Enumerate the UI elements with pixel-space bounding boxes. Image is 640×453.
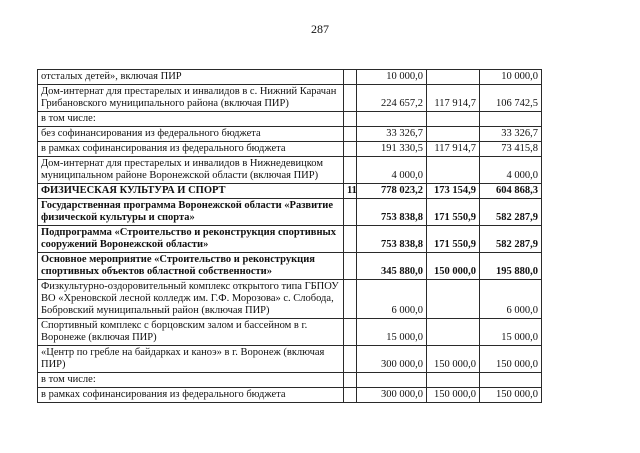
row-code-cell (344, 388, 357, 403)
row-code-cell (344, 373, 357, 388)
row-name-cell: отсталых детей», включая ПИР (38, 70, 344, 85)
table-row (38, 319, 542, 346)
table-row (38, 253, 542, 280)
row-code-cell (344, 253, 357, 280)
row-regional-cell: 195 880,0 (480, 253, 542, 280)
row-total-cell: 4 000,0 (357, 157, 427, 184)
row-name-cell: Физкультурно-оздоровительный комплекс открытого типа ГБПОУ ВО «Хреновской лесной колледж им. Г.Ф. Морозова» с. Слобода, Бобровский муниципальный район (включая ПИР) (38, 280, 344, 319)
row-regional-cell (480, 373, 542, 388)
row-code-cell (344, 70, 357, 85)
row-code-cell (344, 280, 357, 319)
row-regional-cell: 6 000,0 (480, 280, 542, 319)
row-name-cell: Подпрограмма «Строительство и реконструкция спортивных сооружений Воронежской области» (38, 226, 344, 253)
table-row (38, 142, 542, 157)
table-row (38, 199, 542, 226)
row-regional-cell: 10 000,0 (480, 70, 542, 85)
row-code-cell (344, 142, 357, 157)
row-name-cell: Основное мероприятие «Строительство и реконструкция спортивных объектов областной собственности» (38, 253, 344, 280)
row-regional-cell: 582 287,9 (480, 226, 542, 253)
budget-table (37, 69, 542, 403)
row-total-cell: 753 838,8 (357, 226, 427, 253)
table-row (38, 112, 542, 127)
row-federal-cell (427, 319, 480, 346)
row-name-cell: Государственная программа Воронежской области «Развитие физической культуры и спорта» (38, 199, 344, 226)
row-federal-cell (427, 127, 480, 142)
row-regional-cell: 150 000,0 (480, 388, 542, 403)
page-number: 287 (311, 22, 329, 36)
row-code-cell (344, 157, 357, 184)
row-code-cell (344, 85, 357, 112)
row-federal-cell (427, 70, 480, 85)
row-federal-cell: 117 914,7 (427, 142, 480, 157)
row-total-cell: 778 023,2 (357, 184, 427, 199)
row-name-cell: Спортивный комплекс с борцовским залом и бассейном в г. Воронеже (включая ПИР) (38, 319, 344, 346)
row-code-cell (344, 127, 357, 142)
row-federal-cell (427, 112, 480, 127)
row-federal-cell: 171 550,9 (427, 199, 480, 226)
row-total-cell: 345 880,0 (357, 253, 427, 280)
row-regional-cell: 582 287,9 (480, 199, 542, 226)
row-regional-cell (480, 112, 542, 127)
row-name-cell: Дом-интернат для престарелых и инвалидов в с. Нижний Карачан Грибановского муниципального района (включая ПИР) (38, 85, 344, 112)
row-regional-cell: 33 326,7 (480, 127, 542, 142)
row-code-cell (344, 226, 357, 253)
table-row (38, 184, 542, 199)
row-federal-cell: 173 154,9 (427, 184, 480, 199)
row-federal-cell: 150 000,0 (427, 253, 480, 280)
row-federal-cell (427, 280, 480, 319)
row-regional-cell: 15 000,0 (480, 319, 542, 346)
row-federal-cell: 117 914,7 (427, 85, 480, 112)
row-federal-cell: 171 550,9 (427, 226, 480, 253)
row-total-cell (357, 112, 427, 127)
row-name-cell: Дом-интернат для престарелых и инвалидов в Нижнедевицком муниципальном районе Воронежской области (включая ПИР) (38, 157, 344, 184)
row-code-cell (344, 319, 357, 346)
row-name-cell: без софинансирования из федерального бюджета (38, 127, 344, 142)
budget-table-body (38, 70, 542, 403)
row-regional-cell: 73 415,8 (480, 142, 542, 157)
row-name-cell: в рамках софинансирования из федерального бюджета (38, 388, 344, 403)
table-row (38, 85, 542, 112)
row-name-cell: в том числе: (38, 112, 344, 127)
table-row (38, 280, 542, 319)
row-code-cell (344, 346, 357, 373)
row-code-cell: 11 (344, 184, 357, 199)
row-name-cell: «Центр по гребле на байдарках и каноэ» в г. Воронеж (включая ПИР) (38, 346, 344, 373)
row-federal-cell: 150 000,0 (427, 346, 480, 373)
table-row (38, 70, 542, 85)
row-federal-cell (427, 373, 480, 388)
table-row (38, 127, 542, 142)
table-row (38, 346, 542, 373)
row-federal-cell (427, 157, 480, 184)
row-total-cell: 300 000,0 (357, 388, 427, 403)
table-row (38, 388, 542, 403)
row-regional-cell: 150 000,0 (480, 346, 542, 373)
row-total-cell: 10 000,0 (357, 70, 427, 85)
table-row (38, 157, 542, 184)
row-federal-cell: 150 000,0 (427, 388, 480, 403)
row-regional-cell: 4 000,0 (480, 157, 542, 184)
row-total-cell: 33 326,7 (357, 127, 427, 142)
row-total-cell: 6 000,0 (357, 280, 427, 319)
row-name-cell: ФИЗИЧЕСКАЯ КУЛЬТУРА И СПОРТ (38, 184, 344, 199)
row-regional-cell: 604 868,3 (480, 184, 542, 199)
row-total-cell: 300 000,0 (357, 346, 427, 373)
row-name-cell: в рамках софинансирования из федерального бюджета (38, 142, 344, 157)
row-total-cell: 191 330,5 (357, 142, 427, 157)
row-code-cell (344, 112, 357, 127)
row-regional-cell: 106 742,5 (480, 85, 542, 112)
row-total-cell: 15 000,0 (357, 319, 427, 346)
row-total-cell: 224 657,2 (357, 85, 427, 112)
row-code-cell (344, 199, 357, 226)
row-total-cell (357, 373, 427, 388)
row-total-cell: 753 838,8 (357, 199, 427, 226)
table-row (38, 226, 542, 253)
row-name-cell: в том числе: (38, 373, 344, 388)
table-row (38, 373, 542, 388)
